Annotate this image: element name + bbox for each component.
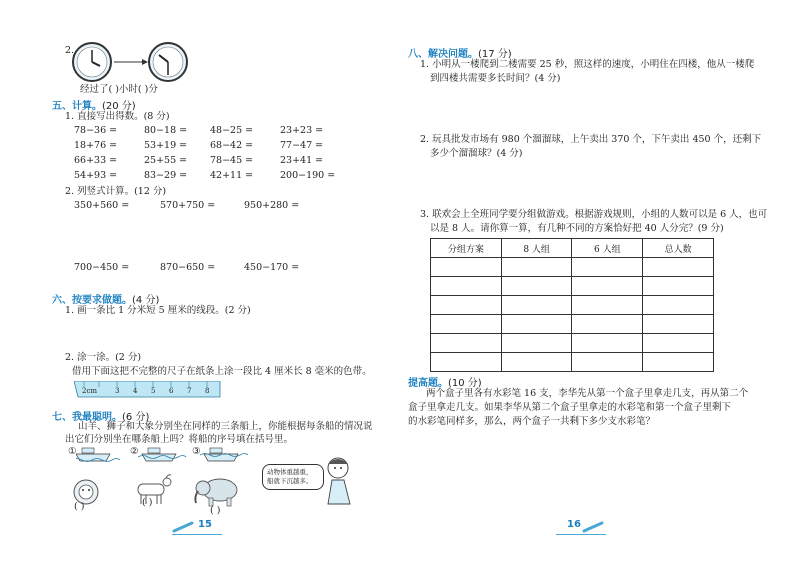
table-cell[interactable] [501, 334, 572, 353]
boat-icon [138, 448, 186, 461]
calc-item: 42+11 = [210, 170, 254, 181]
paragraph-line: 山羊、狮子和大象分别坐在同样的三条船上，你能根据每条船的情况说 [78, 421, 373, 432]
calc-item: 200−190 = [280, 170, 336, 181]
section-points: (10 分) [448, 378, 482, 389]
table-cell[interactable] [431, 296, 502, 315]
table-row [431, 353, 714, 372]
paragraph-line: 出它们分别坐在哪条船上吗？将船的序号填在括号里。 [65, 434, 294, 445]
calc-item: 570+750 = [160, 200, 216, 211]
table-cell[interactable] [643, 258, 714, 277]
table-cell[interactable] [501, 296, 572, 315]
section-title: 五、计算。 [52, 101, 102, 112]
speech-text: 船就下沉越多。 [267, 477, 313, 485]
section-title: 六、按要求做题。 [52, 295, 132, 306]
question-text: 借用下面这把不完整的尺子在纸条上涂一段比 4 厘米长 8 毫米的色带。 [72, 366, 372, 377]
boat-label: ② [130, 446, 139, 457]
table-cell[interactable] [643, 296, 714, 315]
question-text: 多少个溜溜球？(4 分) [430, 148, 523, 159]
table-row [431, 334, 714, 353]
ruler-number: 7 [187, 387, 192, 395]
question-number: 2. [65, 45, 75, 56]
section-5-heading [52, 97, 136, 112]
calc-item: 450−170 = [244, 262, 300, 273]
boat-icon [76, 448, 120, 462]
table-header-row [431, 239, 714, 258]
ruler-unit: 2cm [82, 387, 98, 395]
table-cell[interactable] [501, 315, 572, 334]
clock-answer-line: 经过了( )小时( )分 [80, 84, 158, 95]
ruler-number: 3 [115, 387, 120, 395]
calc-item: 700−450 = [74, 262, 130, 273]
question-text: 1. 小明从一楼爬到二楼需要 25 秒，照这样的速度，小明住在四楼，他从一楼爬 [420, 59, 755, 70]
table-cell[interactable] [572, 334, 643, 353]
section-title: 七、我最聪明。 [52, 412, 122, 423]
table-header-cell: 6 人组 [572, 239, 643, 258]
calc-item: 23+41 = [280, 155, 324, 166]
question-text: 1. 画一条比 1 分米短 5 厘米的线段。(2 分) [65, 305, 251, 316]
page-number: 15 [198, 519, 212, 530]
table-row [431, 258, 714, 277]
calc-item: 78−36 = [74, 125, 118, 136]
calc-item: 53+19 = [144, 140, 188, 151]
clocks-figure [70, 42, 190, 84]
section-points: (6 分) [122, 412, 150, 423]
ruler-number: 8 [205, 387, 210, 395]
section-points: (17 分) [478, 49, 512, 60]
question-text: 2. 涂一涂。(2 分) [65, 352, 142, 363]
clock-icon-start [73, 43, 111, 81]
grouping-table [430, 238, 714, 372]
calc-item: 48−25 = [210, 125, 254, 136]
ruler-number: 6 [169, 387, 174, 395]
question-text: 3. 联欢会上全班同学要分组做游戏。根据游戏规则，小组的人数可以是 6 人，也可 [420, 209, 768, 220]
calc-item: 66+33 = [74, 155, 118, 166]
table-row [431, 296, 714, 315]
arrow-icon [114, 59, 148, 65]
ruler-number: 4 [133, 387, 138, 395]
table-cell[interactable] [643, 353, 714, 372]
table-row [431, 277, 714, 296]
table-cell[interactable] [572, 315, 643, 334]
table-cell[interactable] [501, 277, 572, 296]
calc-item: 77−47 = [280, 140, 324, 151]
page-number: 16 [567, 519, 581, 530]
calc-item: 950+280 = [244, 200, 300, 211]
table-cell[interactable] [431, 277, 502, 296]
boat-label: ③ [192, 446, 201, 457]
answer-paren: ( ) [210, 505, 221, 516]
table-cell[interactable] [643, 315, 714, 334]
calc-item: 870−650 = [160, 262, 216, 273]
girl-icon [318, 456, 362, 508]
paragraph-line: 盒子里拿走几支。如果李华从第二个盒子里拿走的水彩笔和第一个盒子里剩下 [408, 402, 732, 413]
answer-paren: ( ) [142, 497, 153, 508]
calc-item: 350+560 = [74, 200, 130, 211]
table-cell[interactable] [501, 258, 572, 277]
section-title: 八、解决问题。 [408, 49, 478, 60]
section-points: (20 分) [102, 101, 136, 112]
table-cell[interactable] [431, 315, 502, 334]
extra-heading [408, 374, 482, 389]
section-8-heading [408, 45, 512, 60]
table-cell[interactable] [643, 334, 714, 353]
calc-item: 78−45 = [210, 155, 254, 166]
section-title: 提高题。 [408, 378, 448, 389]
question-text: 2. 玩具批发市场有 980 个溜溜球，上午卖出 370 个，下午卖出 450 个，还剩下 [420, 134, 762, 145]
question-text: 2. 列竖式计算。(12 分) [65, 186, 167, 197]
section-6-heading [52, 291, 159, 306]
calc-item: 83−29 = [144, 170, 188, 181]
table-cell[interactable] [572, 277, 643, 296]
page-number-underline [556, 534, 606, 535]
table-cell[interactable] [572, 296, 643, 315]
calc-item: 80−18 = [144, 125, 188, 136]
ruler-number: 5 [151, 387, 156, 395]
boats-figure [76, 446, 251, 472]
clock-icon-end [149, 43, 187, 81]
calc-item: 23+23 = [280, 125, 324, 136]
calc-item: 68−42 = [210, 140, 254, 151]
speech-bubble [262, 464, 324, 490]
table-cell[interactable] [643, 277, 714, 296]
table-cell[interactable] [431, 258, 502, 277]
table-row [431, 315, 714, 334]
table-header-cell: 分组方案 [431, 239, 502, 258]
table-cell[interactable] [431, 353, 502, 372]
calc-item: 54+93 = [74, 170, 118, 181]
boat-icon [200, 448, 248, 461]
calc-item: 18+76 = [74, 140, 118, 151]
boat-label: ① [68, 446, 77, 457]
question-text: 以是 8 人。请你算一算，有几种不同的方案恰好把 40 人分完？(9 分) [430, 223, 724, 234]
ruler-figure [74, 381, 222, 401]
speech-text: 动物体重越重， [267, 468, 313, 476]
question-text: 到四楼共需要多长时间？(4 分) [430, 73, 561, 84]
page-number-underline [172, 534, 222, 535]
table-cell[interactable] [572, 353, 643, 372]
section-points: (4 分) [132, 295, 160, 306]
animals-figure [70, 474, 250, 508]
table-cell[interactable] [572, 258, 643, 277]
answer-paren: ( ) [74, 501, 85, 512]
table-header-cell: 8 人组 [501, 239, 572, 258]
table-header-cell: 总人数 [643, 239, 714, 258]
calc-item: 25+55 = [144, 155, 188, 166]
pencil-icon [582, 520, 606, 534]
table-cell[interactable] [501, 353, 572, 372]
question-text: 1. 直接写出得数。(8 分) [65, 111, 170, 122]
pencil-icon [172, 520, 196, 534]
table-cell[interactable] [431, 334, 502, 353]
paragraph-line: 两个盒子里各有水彩笔 16 支，李华先从第一个盒子里拿走几支，再从第二个 [426, 388, 749, 399]
paragraph-line: 的水彩笔同样多，那么，两个盒子一共剩下多少支水彩笔？ [408, 416, 656, 427]
elephant-icon [195, 479, 237, 506]
